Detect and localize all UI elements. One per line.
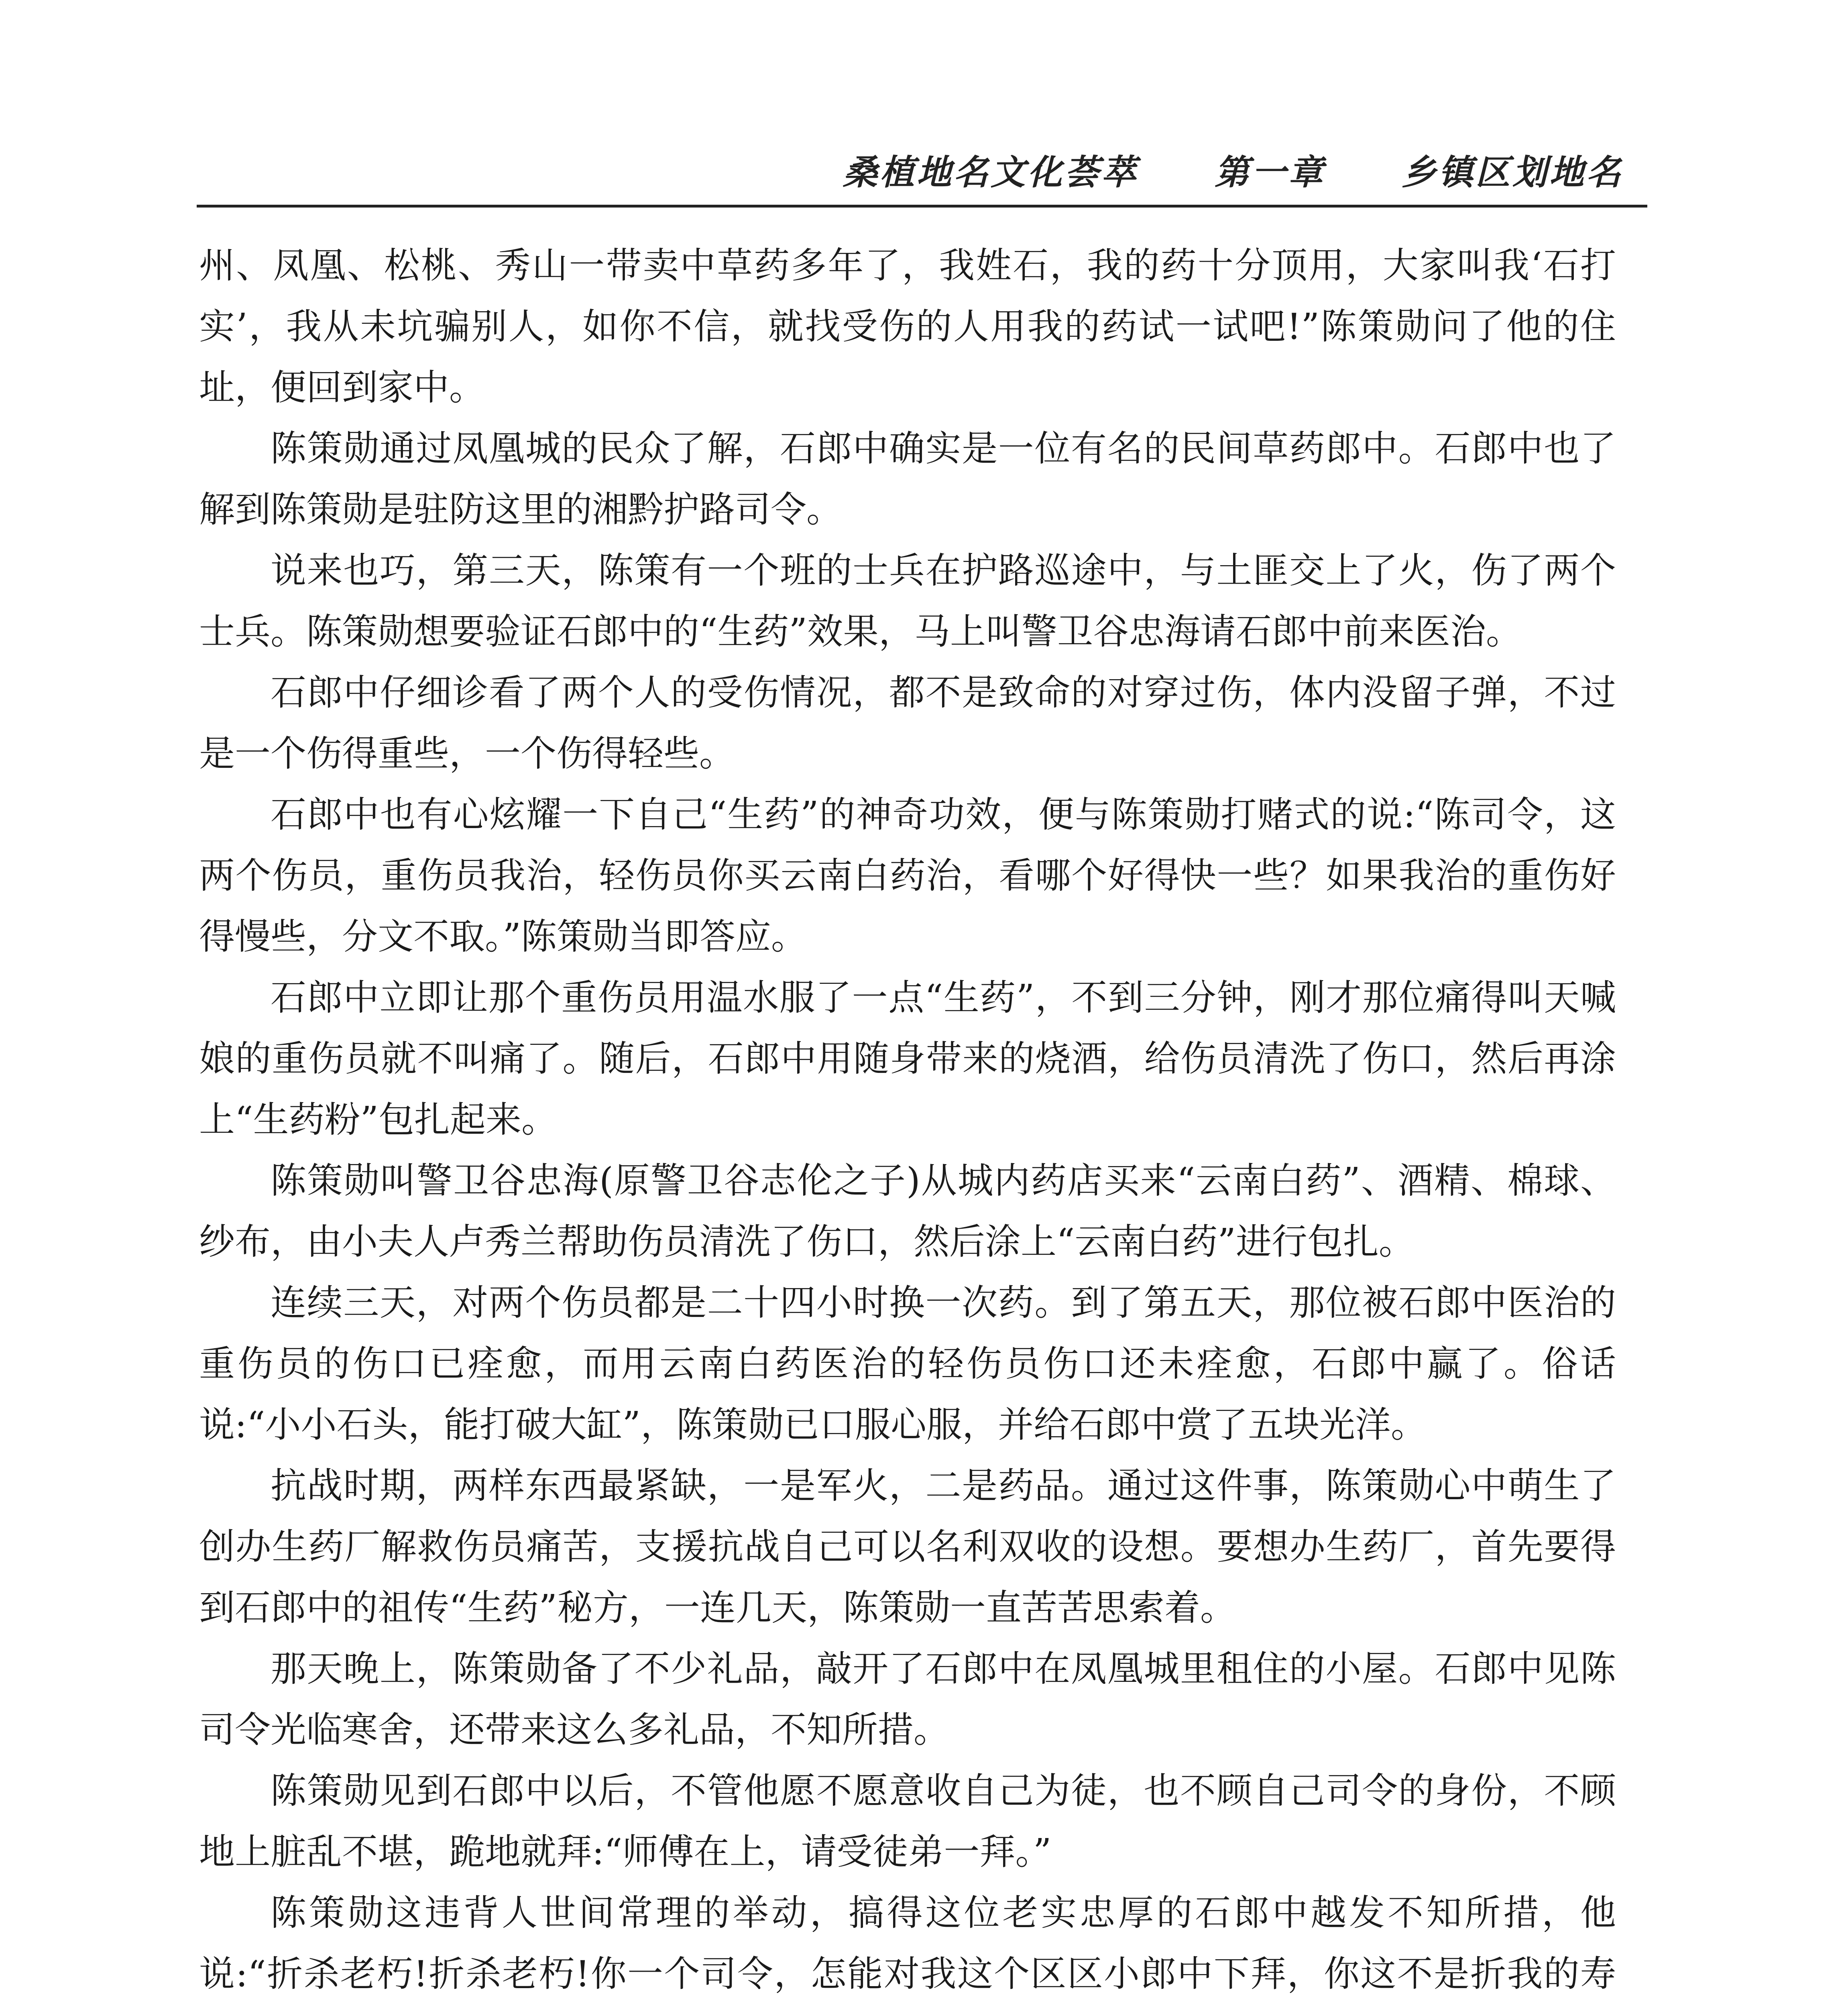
paragraph-continuation: 州、凤凰、松桃、秀山一带卖中草药多年了，我姓石，我的药十分顶用，大家叫我‘石打实’，我从未坑骗别人，如你不信，就找受伤的人用我的药试一试吧!”陈策勋问了他的住址，便回到家中。 xyxy=(199,244,1616,408)
paragraph: 陈策勋这违背人世间常理的举动，搞得这位老实忠厚的石郎中越发不知所措，他说:“折杀老朽!折杀老朽!你一个司令，怎能对我这个区区小郎中下拜，你这不是折我的寿 xyxy=(199,1892,1616,1995)
paragraph: 那天晚上，陈策勋备了不少礼品，敲开了石郎中在凤凰城里租住的小屋。石郎中见陈司令光临寒舍，还带来这么多礼品，不知所措。 xyxy=(199,1648,1616,1751)
paragraph: 连续三天，对两个伤员都是二十四小时换一次药。到了第五天，那位被石郎中医治的重伤员的伤口已痊愈，而用云南白药医治的轻伤员伤口还未痊愈，石郎中赢了。俗话说:“小小石头，能打破大缸”，陈策勋已口服心服，并给石郎中赏了五块光洋。 xyxy=(199,1282,1616,1445)
paragraph: 石郎中立即让那个重伤员用温水服了一点“生药”，不到三分钟，刚才那位痛得叫天喊娘的重伤员就不叫痛了。随后，石郎中用随身带来的烧酒，给伤员清洗了伤口，然后再涂上“生药粉”包扎起来。 xyxy=(199,977,1616,1140)
body-text xyxy=(199,235,1616,2007)
paragraph: 陈策勋叫警卫谷忠海(原警卫谷志伦之子)从城内药店买来“云南白药”、酒精、棉球、纱布，由小夫人卢秀兰帮助伤员清洗了伤口，然后涂上“云南白药”进行包扎。 xyxy=(199,1160,1616,1262)
chapter-label: 第一章 xyxy=(1215,152,1325,193)
book-title: 桑植地名文化荟萃 xyxy=(843,152,1138,193)
paragraph: 说来也巧，第三天，陈策有一个班的士兵在护路巡途中，与土匪交上了火，伤了两个士兵。陈策勋想要验证石郎中的“生药”效果，马上叫警卫谷忠海请石郎中前来医治。 xyxy=(199,550,1616,652)
paragraph: 陈策勋通过凤凰城的民众了解，石郎中确实是一位有名的民间草药郎中。石郎中也了解到陈策勋是驻防这里的湘黔护路司令。 xyxy=(199,427,1616,530)
section-title: 乡镇区划地名 xyxy=(1402,152,1623,193)
paragraph: 石郎中也有心炫耀一下自己“生药”的神奇功效，便与陈策勋打赌式的说:“陈司令，这两个伤员，重伤员我治，轻伤员你买云南白药治，看哪个好得快一些？如果我治的重伤好得慢些，分文不取。”陈策勋当即答应。 xyxy=(199,794,1616,957)
running-header xyxy=(843,145,1623,194)
paragraph: 陈策勋见到石郎中以后，不管他愿不愿意收自己为徒，也不顾自己司令的身份，不顾地上脏乱不堪，跪地就拜:“师傅在上，请受徒弟一拜。” xyxy=(199,1770,1616,1873)
paragraph: 石郎中仔细诊看了两个人的受伤情况，都不是致命的对穿过伤，体内没留子弹，不过是一个伤得重些，一个伤得轻些。 xyxy=(199,672,1616,774)
header-rule xyxy=(197,205,1647,208)
paragraph: 抗战时期，两样东西最紧缺，一是军火，二是药品。通过这件事，陈策勋心中萌生了创办生药厂解救伤员痛苦，支援抗战自己可以名利双收的设想。要想办生药厂，首先要得到石郎中的祖传“生药”秘方，一连几天，陈策勋一直苦苦思索着。 xyxy=(199,1465,1616,1628)
